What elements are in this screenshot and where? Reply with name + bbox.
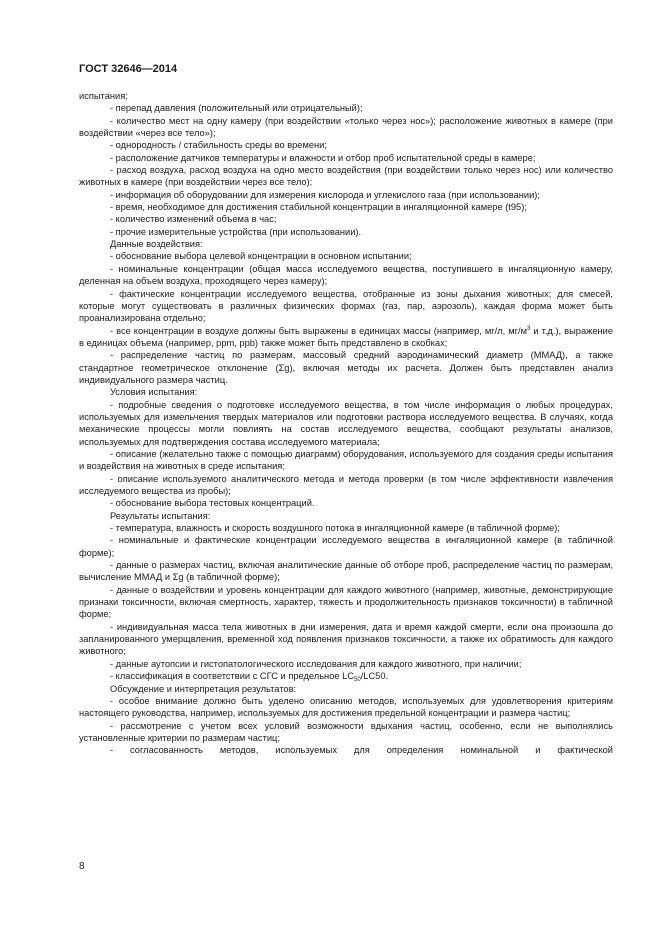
paragraph-text: - согласованность методов, используемых для определения номинальной и фактической bbox=[110, 745, 613, 756]
paragraph-text: - расположение датчиков температуры и влажности и отбор проб испытательной среды в камере; bbox=[110, 152, 536, 163]
paragraph-text: Данные воздействия: bbox=[110, 239, 203, 250]
paragraph bbox=[79, 448, 613, 473]
page-number: 8 bbox=[79, 861, 85, 872]
paragraph bbox=[79, 102, 613, 114]
paragraph-text: Обсуждение и интерпретация результатов: bbox=[110, 683, 297, 694]
paragraph bbox=[79, 139, 613, 151]
paragraph bbox=[79, 238, 613, 250]
paragraph-text: - количество изменений объема в час; bbox=[110, 214, 277, 225]
paragraph-text: - классификация в соответствии с СГС и предельное LC bbox=[110, 671, 354, 682]
paragraph bbox=[79, 152, 613, 164]
paragraph-text: - информация об оборудовании для измерения кислорода и углекислого газа (при использовании); bbox=[110, 189, 540, 200]
paragraph bbox=[79, 189, 613, 201]
paragraph-text-continued: и т.д.), выражение в единицах объема (например, ppm, ppb) также может быть представлено в скобках; bbox=[79, 325, 613, 348]
paragraph-text: - обоснование выбора целевой концентрации в основном испытании; bbox=[110, 251, 412, 262]
paragraph bbox=[79, 683, 613, 695]
paragraph-text: Результаты испытания: bbox=[110, 510, 211, 521]
paragraph-text: - подробные сведения о подготовке исследуемого вещества, в том числе информация о любых процедурах, используемых для измельчения твердых материалов или подготовки раствора исследуемого вещества. В случаях, когда механические процессы могли повлиять на состав исследуемого вещества, сообщают результаты анализов, используемых для подтверждения состава исследуемого материала; bbox=[79, 399, 613, 447]
paragraph-text: - прочие измерительные устройства (при использовании). bbox=[110, 226, 362, 237]
paragraph-text: Условия испытания: bbox=[110, 387, 198, 398]
paragraph-text: - количество мест на одну камеру (при воздействии «только через нос»); расположение животных в камере (при воздействии «через все тело»); bbox=[79, 115, 613, 139]
paragraph-text: - особое внимание должно быть уделено описанию методов, используемых для удовлетворения критериям настоящего руководства, например, используемых для достижения предельной концентрации и размера частиц; bbox=[79, 695, 613, 719]
paragraph bbox=[79, 250, 613, 262]
paragraph bbox=[79, 720, 613, 745]
paragraph-text: - фактические концентрации исследуемого вещества, отобранные из зоны дыхания животных; для смесей, которые могут существовать в различных физических формах (газ, пар, аэрозоль), каждая форма может быть проанализирована отдельно; bbox=[79, 288, 613, 324]
paragraph-text: - расход воздуха, расход воздуха на одно место воздействия (при воздействии только через нос) или количество животных в камере (при воздействии через все тело); bbox=[79, 165, 613, 188]
paragraph bbox=[79, 670, 613, 682]
paragraph-text: - данные о воздействии и уровень концентрации для каждого животного (например, животные, демонстрирующие признаки токсичности, включая смертность, характер, тяжесть и продолжительность признаков токсичности) в табличной форме; bbox=[79, 584, 613, 620]
superscript: 3 bbox=[527, 325, 531, 332]
paragraph-text: испытания; bbox=[79, 91, 128, 101]
document-header: ГОСТ 32646—2014 bbox=[79, 63, 178, 75]
paragraph bbox=[79, 621, 613, 658]
paragraph-text: - температура, влажность и скорость воздушного потока в ингаляционной камере (в табличной форме); bbox=[110, 523, 560, 534]
paragraph-text: - индивидуальная масса тела животных в дни измерения, дата и время каждой смерти, если она произошла до запланированного умерщвления, временной ход появления признаков токсичности, а также их обратимость для каждого животного; bbox=[79, 621, 613, 657]
paragraph bbox=[79, 473, 613, 498]
paragraph-text: - номинальные и фактические концентрации исследуемого вещества в ингаляционной камере (в табличной форме); bbox=[79, 535, 613, 558]
paragraph bbox=[79, 399, 613, 448]
paragraph-text: - обоснование выбора тестовых концентраций. bbox=[110, 498, 315, 509]
paragraph bbox=[79, 201, 613, 213]
paragraph bbox=[79, 534, 613, 559]
paragraph bbox=[79, 90, 613, 102]
paragraph bbox=[79, 522, 613, 534]
paragraph bbox=[79, 658, 613, 670]
paragraph bbox=[79, 288, 613, 325]
paragraph bbox=[79, 325, 613, 350]
paragraph bbox=[79, 584, 613, 621]
paragraph-text: - рассмотрение с учетом всех условий возможности вдыхания частиц, особенно, если не выполнялись установленные критерии по размерам частиц; bbox=[79, 720, 613, 743]
paragraph-text: - номинальные концентрации (общая масса исследуемого вещества, поступившего в ингаляционную камеру, деленная на объем воздуха, проходящего через камеру); bbox=[79, 263, 613, 287]
paragraph bbox=[79, 115, 613, 140]
paragraph-text: - перепад давления (положительный или отрицательный); bbox=[110, 103, 363, 114]
paragraph bbox=[79, 497, 613, 509]
paragraph-text: - все концентрации в воздухе должны быть выражены в единицах массы (например, мг/л, мг/м bbox=[110, 325, 528, 336]
paragraph-text: - время, необходимое для достижения стабильной концентрации в ингаляционной камере (t95); bbox=[110, 202, 527, 213]
paragraph bbox=[79, 164, 613, 189]
paragraph bbox=[79, 263, 613, 288]
paragraph bbox=[79, 226, 613, 238]
paragraph bbox=[79, 695, 613, 720]
paragraph bbox=[79, 744, 613, 756]
paragraph-text: - описание используемого аналитического метода и метода проверки (в том числе эффективности извлечения исследуемого вещества из пробы); bbox=[79, 473, 613, 496]
paragraph bbox=[79, 510, 613, 522]
paragraph-text: - данные о размерах частиц, включая аналитические данные об отборе проб, распределение частиц по размерам, вычисление ММАД и Σg (в табличной форме); bbox=[79, 560, 613, 583]
paragraph-text: - описание (желательно также с помощью диаграмм) оборудования, используемого для создания среды испытания и воздействия на животных в среде испытания; bbox=[79, 448, 613, 472]
paragraph-text: - данные аутопсии и гистопатологического исследования для каждого животного, при наличии; bbox=[110, 658, 522, 669]
paragraph bbox=[79, 213, 613, 225]
document-body bbox=[79, 90, 613, 757]
paragraph bbox=[79, 559, 613, 584]
paragraph bbox=[79, 349, 613, 386]
paragraph-text-continued: /LC50. bbox=[360, 671, 389, 682]
subscript: 50 bbox=[354, 677, 361, 684]
paragraph bbox=[79, 386, 613, 398]
paragraph-text: - распределение частиц по размерам, массовый средний аэродинамический диаметр (ММАД), а также стандартное геометрическое отклонение (Σg), включая методы их расчета. Должен быть представлен анализ индивидуального размера частиц. bbox=[79, 350, 613, 385]
paragraph-text: - однородность / стабильность среды во времени; bbox=[110, 140, 327, 151]
